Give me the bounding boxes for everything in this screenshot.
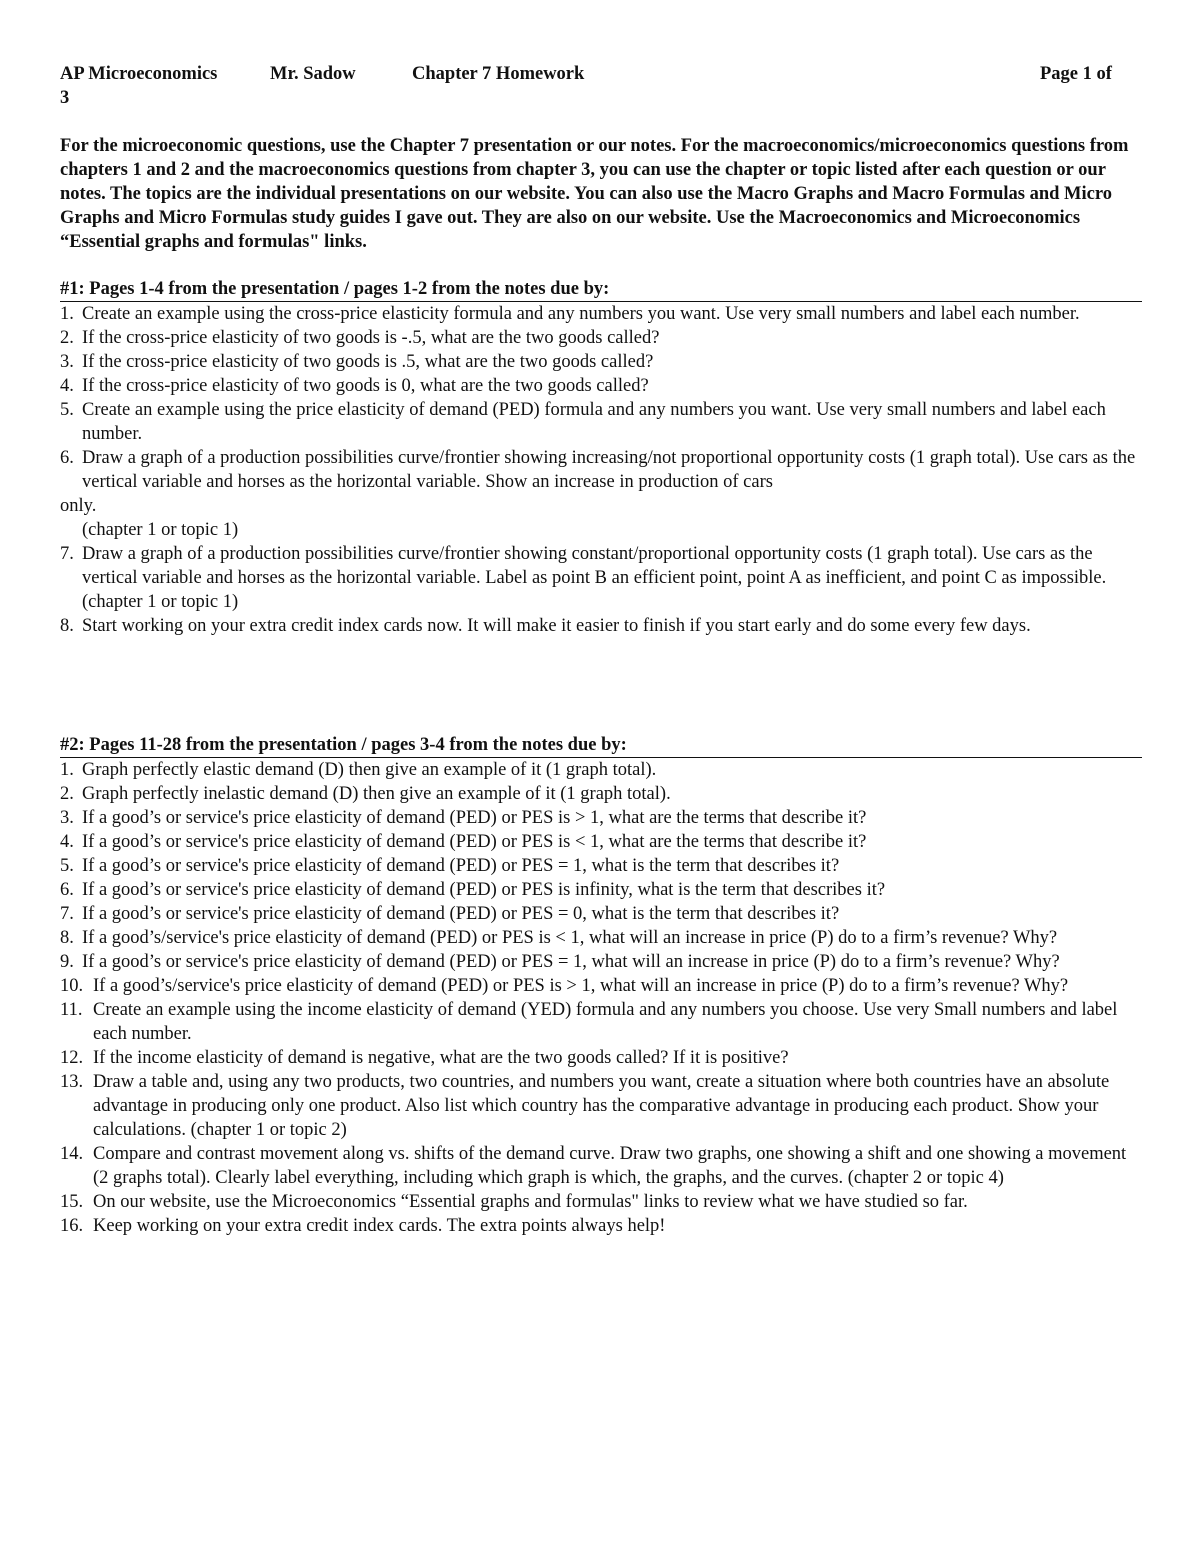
list-item — [60, 878, 1142, 902]
list-item — [60, 782, 1142, 806]
list-item — [60, 398, 1142, 446]
item-number: 5. — [60, 400, 74, 420]
item-number: 11. — [60, 1000, 83, 1020]
item-reference: (chapter 1 or topic 1) — [82, 520, 239, 540]
item-number: 6. — [60, 448, 74, 468]
homework-page — [60, 62, 1142, 1238]
item-text: Draw a graph of a production possibilities curve/frontier showing constant/proportional opportunity costs (1 graph total). Use cars as the vertical variable and horses as the horizontal variable. Label as point B an efficient point, point A as inefficient, and point C as impossible. (chapter 1 or topic 1) — [82, 544, 1107, 612]
item-number: 1. — [60, 304, 74, 324]
item-text: Keep working on your extra credit index cards. The extra points always help! — [93, 1216, 666, 1236]
list-item — [60, 806, 1142, 830]
item-text: Create an example using the income elasticity of demand (YED) formula and any numbers you choose. Use very Small numbers and label each number. — [93, 1000, 1118, 1044]
list-item — [60, 302, 1142, 326]
list-item — [60, 998, 1142, 1046]
item-text-continued: only. — [60, 496, 97, 516]
item-text: If a good’s or service's price elasticity of demand (PED) or PES is > 1, what are the terms that describe it? — [82, 808, 867, 828]
list-item — [60, 374, 1142, 398]
section-2-title: #2: Pages 11-28 from the presentation / pages 3-4 from the notes due by: — [60, 734, 1142, 758]
item-number: 14. — [60, 1144, 84, 1164]
item-number: 8. — [60, 616, 74, 636]
item-text: If a good’s or service's price elasticity of demand (PED) or PES = 1, what is the term that describes it? — [82, 856, 840, 876]
list-item — [60, 854, 1142, 878]
page-header — [60, 62, 1142, 86]
item-number: 15. — [60, 1192, 84, 1212]
item-text: If the income elasticity of demand is negative, what are the two goods called? If it is positive? — [93, 1048, 789, 1068]
item-text: Draw a graph of a production possibilities curve/frontier showing increasing/not proportional opportunity costs (1 graph total). Use cars as the vertical variable and horses as the horizontal variable. Show an increase in production of cars — [82, 448, 1136, 492]
item-text: If the cross-price elasticity of two goods is -.5, what are the two goods called? — [82, 328, 660, 348]
item-number: 13. — [60, 1072, 84, 1092]
item-number: 16. — [60, 1216, 84, 1236]
item-text: If a good’s or service's price elasticity of demand (PED) or PES = 1, what will an increase in price (P) do to a firm’s revenue? Why? — [82, 952, 1060, 972]
course-title: AP Microeconomics — [60, 64, 218, 84]
item-number: 8. — [60, 928, 74, 948]
item-number: 7. — [60, 544, 74, 564]
item-number: 5. — [60, 856, 74, 876]
list-item — [60, 830, 1142, 854]
list-item — [60, 758, 1142, 782]
item-number: 6. — [60, 880, 74, 900]
item-text: If a good’s/service's price elasticity of demand (PED) or PES is < 1, what will an increase in price (P) do to a firm’s revenue? Why? — [82, 928, 1058, 948]
list-item — [60, 950, 1142, 974]
page-total: 3 — [60, 88, 70, 108]
item-number: 10. — [60, 976, 84, 996]
item-number: 4. — [60, 832, 74, 852]
item-text: Graph perfectly elastic demand (D) then give an example of it (1 graph total). — [82, 760, 657, 780]
item-text: If a good’s or service's price elasticity of demand (PED) or PES = 0, what is the term that describes it? — [82, 904, 840, 924]
list-item — [60, 974, 1142, 998]
section-1-list — [60, 302, 1142, 638]
instructions-paragraph: For the microeconomic questions, use the Chapter 7 presentation or our notes. For the macroeconomics/microeconomics questions from chapters 1 and 2 and the macroeconomics questions from chapter 3, you can use the chapter or topic listed after each question or our notes. The topics are the individual presentations on our website. You can also use the Macro Graphs and Macro Formulas and Micro Graphs and Micro Formulas study guides I gave out. They are also on our website. Use the Macroeconomics and Microeconomics “Essential graphs and formulas" links. — [60, 136, 1129, 252]
list-item — [60, 1142, 1142, 1190]
item-number: 12. — [60, 1048, 84, 1068]
item-text: Graph perfectly inelastic demand (D) then give an example of it (1 graph total). — [82, 784, 671, 804]
list-item — [60, 1214, 1142, 1238]
item-number: 3. — [60, 808, 74, 828]
item-number: 1. — [60, 760, 74, 780]
list-item — [60, 446, 1142, 542]
item-text: If a good’s or service's price elasticity of demand (PED) or PES is < 1, what are the terms that describe it? — [82, 832, 867, 852]
assignment-title: Chapter 7 Homework — [412, 64, 585, 84]
item-text: If the cross-price elasticity of two goods is .5, what are the two goods called? — [82, 352, 654, 372]
section-1-title: #1: Pages 1-4 from the presentation / pages 1-2 from the notes due by: — [60, 278, 1142, 302]
item-number: 4. — [60, 376, 74, 396]
item-text: If the cross-price elasticity of two goods is 0, what are the two goods called? — [82, 376, 649, 396]
item-number: 2. — [60, 328, 74, 348]
list-item — [60, 902, 1142, 926]
list-item — [60, 542, 1142, 614]
list-item — [60, 926, 1142, 950]
teacher-name: Mr. Sadow — [270, 64, 356, 84]
item-text: If a good’s or service's price elasticity of demand (PED) or PES is infinity, what is the term that describes it? — [82, 880, 886, 900]
item-number: 7. — [60, 904, 74, 924]
item-number: 9. — [60, 952, 74, 972]
list-item — [60, 350, 1142, 374]
item-text: Compare and contrast movement along vs. shifts of the demand curve. Draw two graphs, one showing a shift and one showing a movement (2 graphs total). Clearly label everything, including which graph is which, the graphs, and the curves. (chapter 2 or topic 4) — [93, 1144, 1127, 1188]
item-text: On our website, use the Microeconomics “Essential graphs and formulas" links to review what we have studied so far. — [93, 1192, 968, 1212]
list-item — [60, 326, 1142, 350]
section-spacer — [60, 638, 1142, 734]
item-text: If a good’s/service's price elasticity of demand (PED) or PES is > 1, what will an increase in price (P) do to a firm’s revenue? Why? — [93, 976, 1069, 996]
list-item — [60, 614, 1142, 638]
item-text: Create an example using the price elasticity of demand (PED) formula and any numbers you want. Use very small numbers and label each number. — [82, 400, 1106, 444]
section-2-list — [60, 758, 1142, 1238]
list-item — [60, 1070, 1142, 1142]
item-text: Draw a table and, using any two products, two countries, and numbers you want, create a situation where both countries have an absolute advantage in producing only one product. Also list which country has the comparative advantage in producing each product. Show your calculations. (chapter 1 or topic 2) — [93, 1072, 1110, 1140]
page-number-label: Page 1 of — [1040, 64, 1112, 84]
item-number: 3. — [60, 352, 74, 372]
list-item — [60, 1190, 1142, 1214]
list-item — [60, 1046, 1142, 1070]
item-text: Create an example using the cross-price elasticity formula and any numbers you want. Use very small numbers and label each number. — [82, 304, 1080, 324]
item-text: Start working on your extra credit index cards now. It will make it easier to finish if you start early and do some every few days. — [82, 616, 1031, 636]
item-number: 2. — [60, 784, 74, 804]
